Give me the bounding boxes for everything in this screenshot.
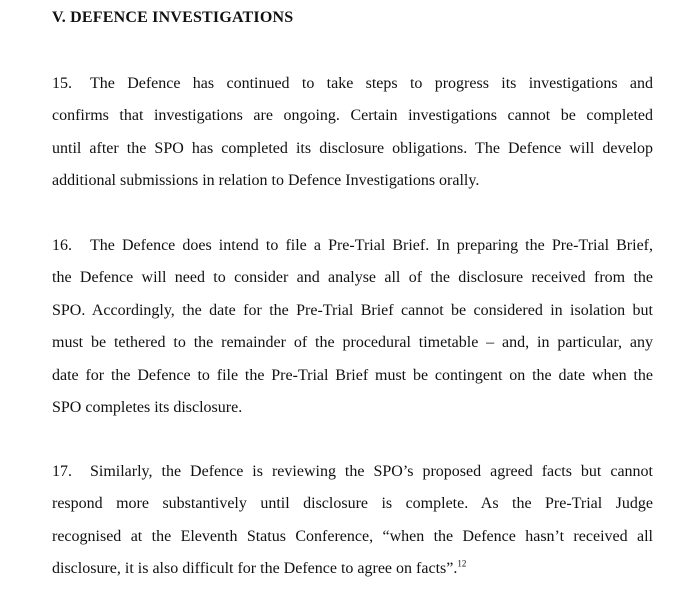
paragraph-line (52, 553, 653, 585)
paragraph-line: until after the SPO has completed its disclosure obligations. The Defence will develop (52, 139, 653, 157)
paragraph-text: The Defence does intend to file a Pre-Trial Brief. In preparing the Pre-Trial Brief, (90, 237, 653, 254)
paragraph-text: disclosure, it is also difficult for the Defence to agree on facts”. (52, 560, 458, 578)
paragraph-line (52, 230, 653, 262)
paragraph-line (52, 68, 653, 100)
paragraph-line: additional submissions in relation to Defence Investigations orally. (52, 172, 480, 190)
paragraph-line: date for the Defence to file the Pre-Trial Brief must be contingent on the date when the (52, 366, 653, 384)
paragraph-number: 17. (52, 463, 72, 480)
paragraph-number: 16. (52, 237, 72, 254)
footnote-reference[interactable]: 12 (457, 558, 467, 569)
paragraph-text: Similarly, the Defence is reviewing the SPO’s proposed agreed facts but cannot (90, 463, 653, 480)
paragraph-16 (52, 230, 653, 424)
paragraph-17 (52, 456, 653, 586)
section-heading: V. DEFENCE INVESTIGATIONS (52, 9, 294, 26)
paragraph-line: the Defence will need to consider and analyse all of the disclosure received from the (52, 269, 653, 287)
paragraph-text: The Defence has continued to take steps to progress its investigations and (90, 75, 653, 92)
paragraph-line: respond more substantively until disclosure is complete. As the Pre-Trial Judge (52, 495, 653, 513)
paragraph-line: confirms that investigations are ongoing. Certain investigations cannot be completed (52, 107, 653, 125)
paragraph-line (52, 456, 653, 488)
paragraph-line: recognised at the Eleventh Status Conference, “when the Defence hasn’t received all (52, 527, 653, 545)
paragraph-line: SPO completes its disclosure. (52, 398, 243, 416)
paragraph-number: 15. (52, 75, 72, 92)
paragraph-15 (52, 68, 653, 198)
paragraph-line: must be tethered to the remainder of the procedural timetable – and, in particular, any (52, 334, 653, 352)
paragraph-line: SPO. Accordingly, the date for the Pre-Trial Brief cannot be considered in isolation but (52, 301, 653, 319)
